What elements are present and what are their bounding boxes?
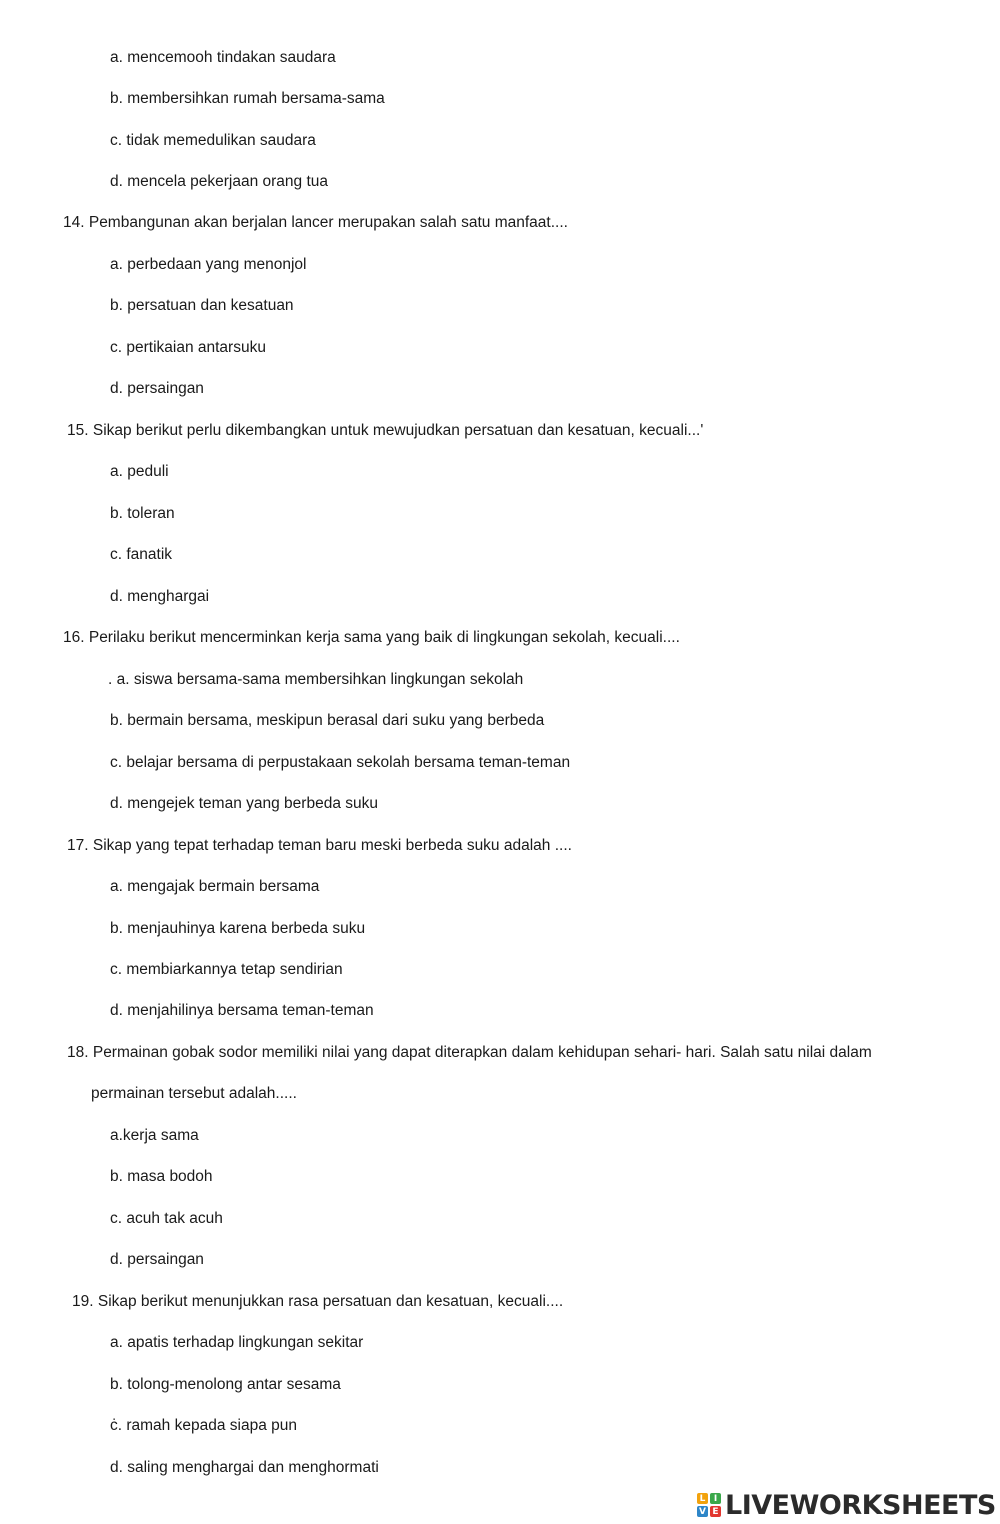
answer-option: c. fanatik [110, 546, 173, 563]
liveworksheets-wordmark: LIVEWORKSHEETS [725, 1489, 996, 1521]
answer-option: b. membersihkan rumah bersama-sama [110, 90, 385, 107]
answer-option: c. pertikaian antarsuku [110, 339, 266, 356]
answer-option: d. saling menghargai dan menghormati [110, 1459, 379, 1476]
answer-option: a. mengajak bermain bersama [110, 878, 320, 895]
answer-option: ċ. ramah kepada siapa pun [110, 1417, 297, 1434]
answer-option: a. apatis terhadap lingkungan sekitar [110, 1334, 364, 1351]
answer-option: c. belajar bersama di perpustakaan sekolah bersama teman-teman [110, 754, 571, 771]
answer-option: d. persaingan [110, 1251, 204, 1268]
answer-option: . a. siswa bersama-sama membersihkan lingkungan sekolah [108, 671, 524, 688]
answer-option: d. mengejek teman yang berbeda suku [110, 795, 378, 812]
answer-option: d. menghargai [110, 588, 210, 605]
liveworksheets-logo-icon [697, 1493, 721, 1517]
logo-letter-l: L [697, 1493, 708, 1504]
answer-option: a.kerja sama [110, 1127, 199, 1144]
answer-option: a. peduli [110, 463, 169, 480]
question-text: 15. Sikap berikut perlu dikembangkan untuk mewujudkan persatuan dan kesatuan, kecuali...' [67, 422, 704, 439]
answer-option: d. persaingan [110, 380, 204, 397]
logo-letter-e: E [710, 1506, 721, 1517]
answer-option: a. perbedaan yang menonjol [110, 256, 307, 273]
answer-option: c. tidak memedulikan saudara [110, 132, 316, 149]
answer-option: c. membiarkannya tetap sendirian [110, 961, 343, 978]
answer-option: b. persatuan dan kesatuan [110, 297, 294, 314]
answer-option: b. bermain bersama, meskipun berasal dari suku yang berbeda [110, 712, 545, 729]
question-text: 16. Perilaku berikut mencerminkan kerja sama yang baik di lingkungan sekolah, kecuali.... [63, 629, 680, 646]
answer-option: d. menjahilinya bersama teman-teman [110, 1002, 374, 1019]
logo-letter-v: V [697, 1506, 708, 1517]
question-text: 17. Sikap yang tepat terhadap teman baru meski berbeda suku adalah .... [67, 837, 572, 854]
answer-option: b. masa bodoh [110, 1168, 213, 1185]
logo-letter-i: I [710, 1493, 721, 1504]
answer-option: a. mencemooh tindakan saudara [110, 49, 336, 66]
answer-option: d. mencela pekerjaan orang tua [110, 173, 329, 190]
answer-option: b. tolong-menolong antar sesama [110, 1376, 341, 1393]
question-text: 19. Sikap berikut menunjukkan rasa persatuan dan kesatuan, kecuali.... [72, 1293, 564, 1310]
question-text: permainan tersebut adalah..... [91, 1085, 297, 1102]
question-text: 14. Pembangunan akan berjalan lancer merupakan salah satu manfaat.... [63, 214, 568, 231]
answer-option: b. toleran [110, 505, 175, 522]
answer-option: c. acuh tak acuh [110, 1210, 223, 1227]
question-text: 18. Permainan gobak sodor memiliki nilai yang dapat diterapkan dalam kehidupan sehari- hari. Salah satu nilai dalam [67, 1044, 872, 1061]
answer-option: b. menjauhinya karena berbeda suku [110, 920, 366, 937]
liveworksheets-branding[interactable] [697, 1488, 996, 1522]
